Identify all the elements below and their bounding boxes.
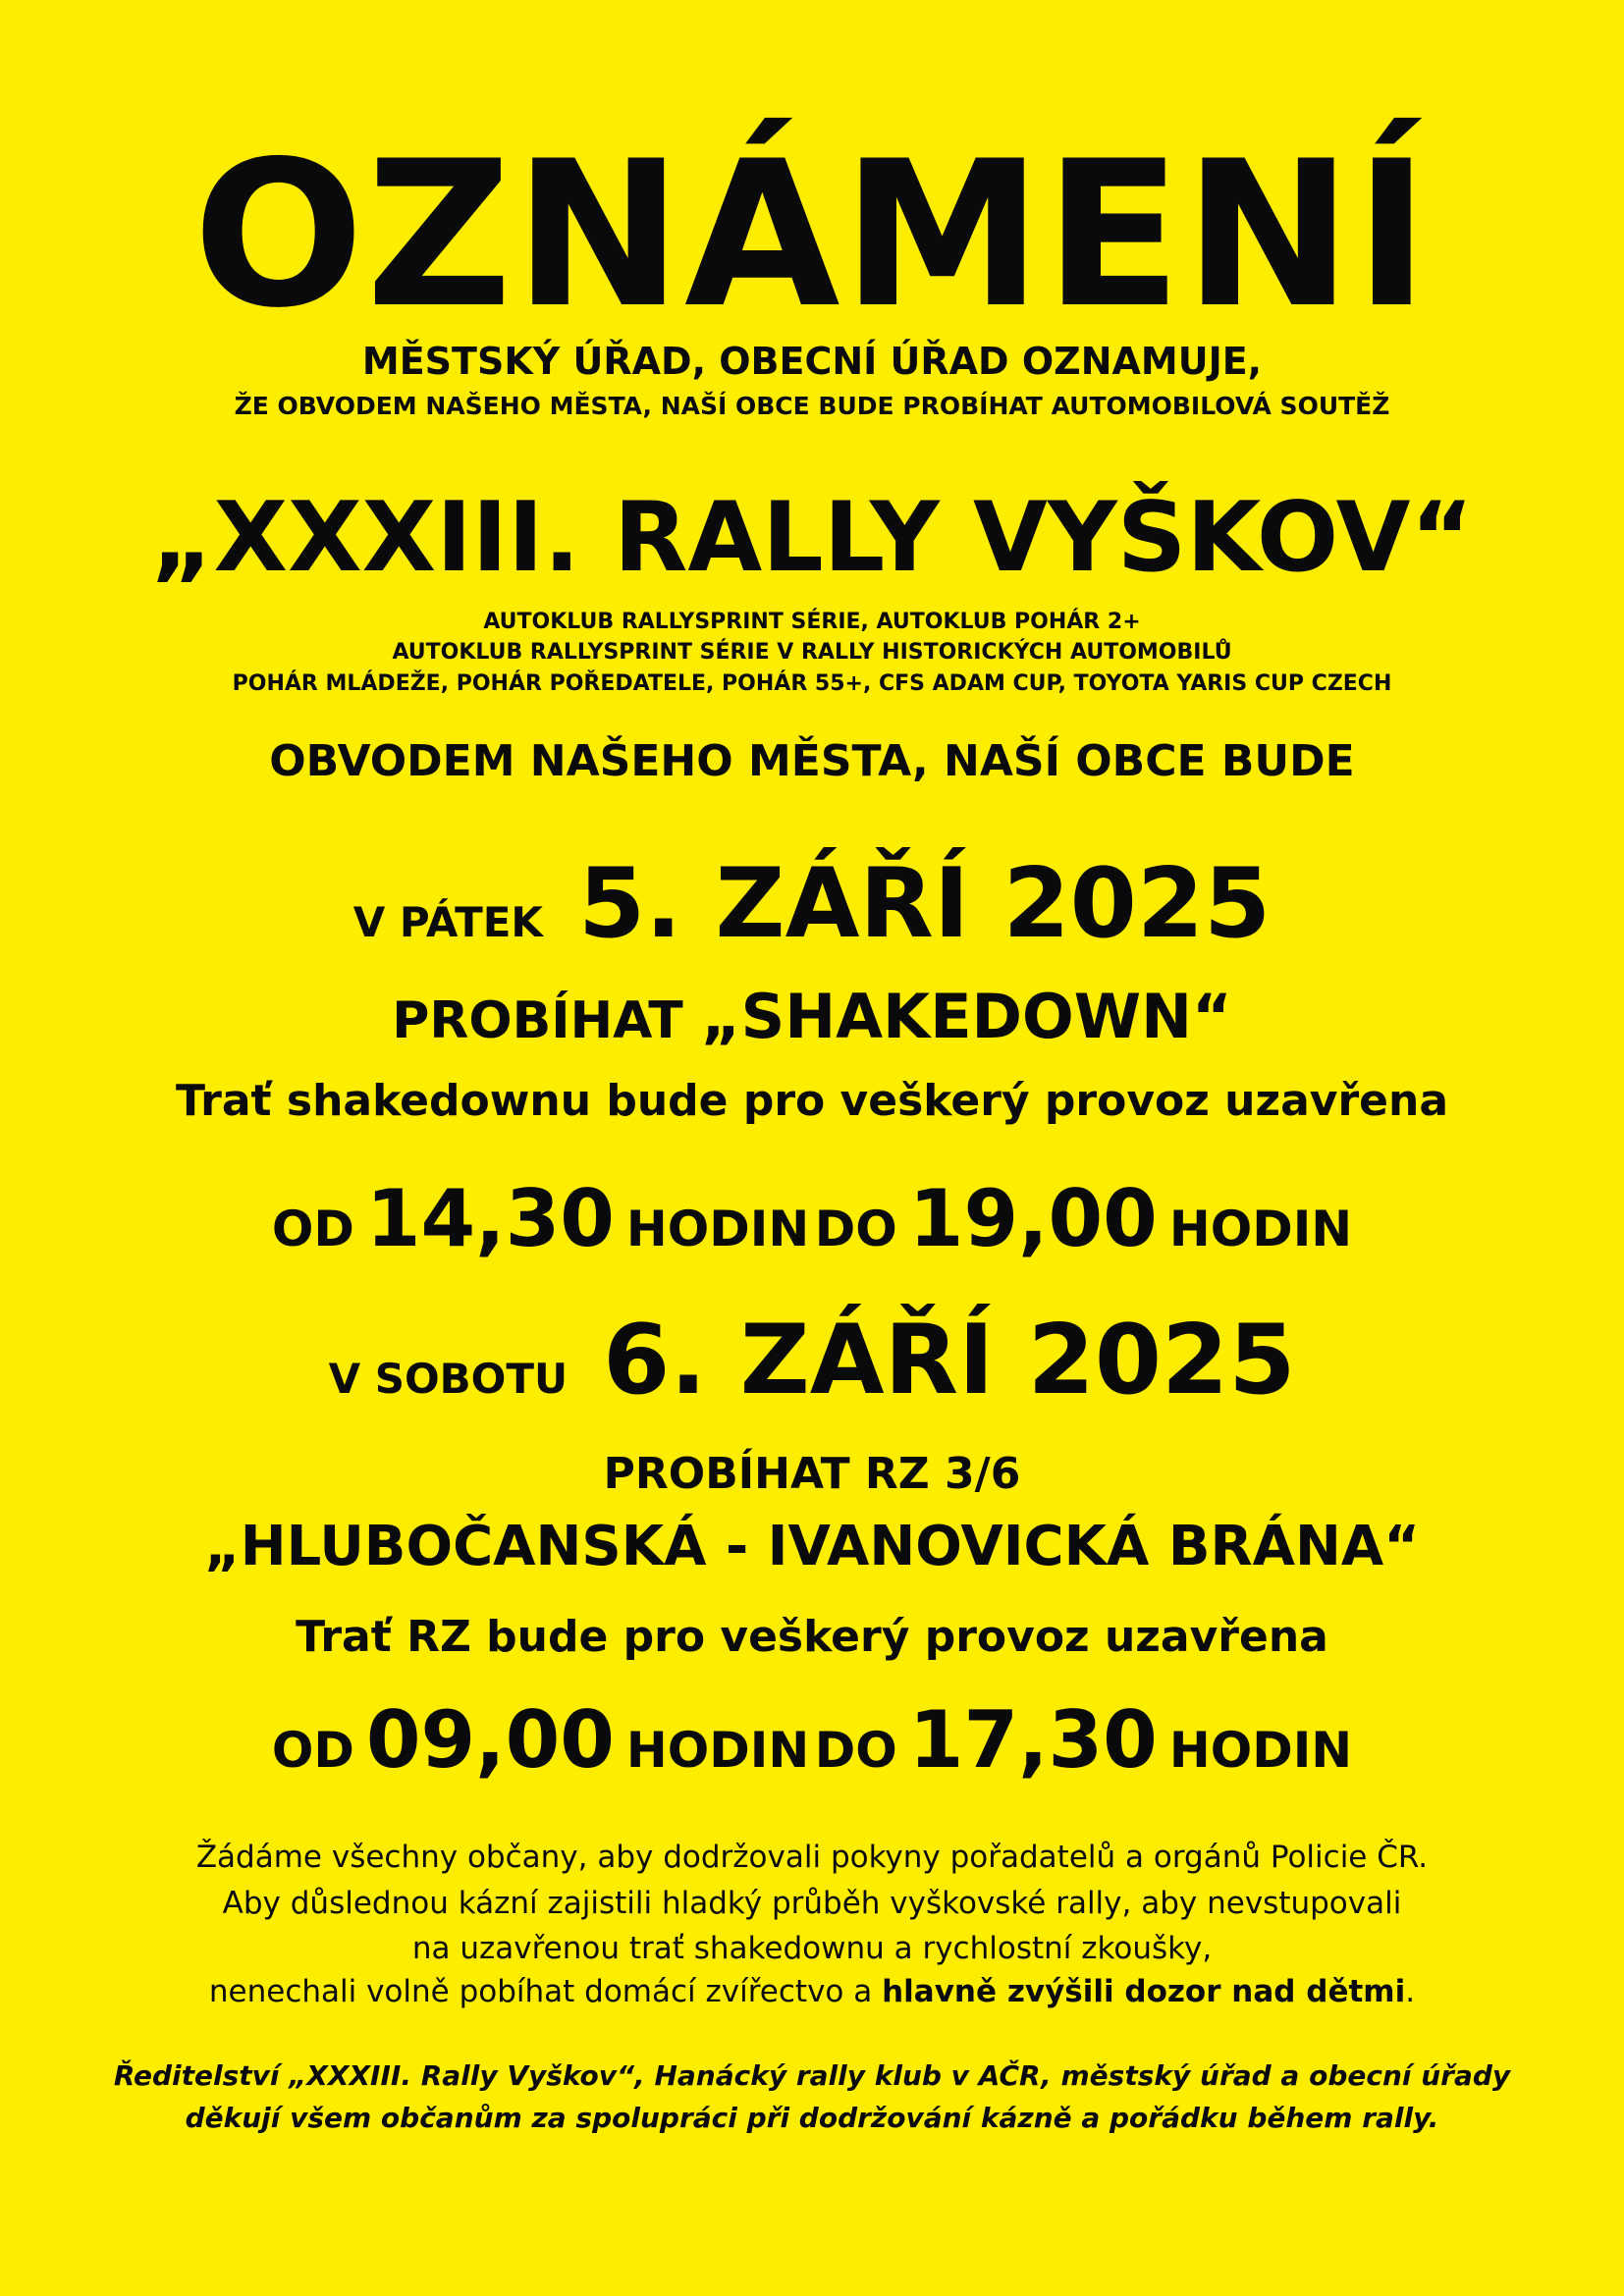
day1-closure: Trať shakedownu bude pro veškerý provoz uzavřena [175, 1076, 1449, 1126]
intro-line: OBVODEM NAŠEHO MĚSTA, NAŠÍ OBCE BUDE [269, 736, 1355, 786]
day2-label: V SOBOTU [328, 1355, 568, 1403]
day1-prob-label: PROBÍHAT [392, 991, 683, 1050]
day1-do: DO [814, 1201, 897, 1257]
day2-from-time: 09,00 [365, 1694, 615, 1786]
day2-stage-name: „HLUBOČANSKÁ - IVANOVICKÁ BRÁNA“ [203, 1515, 1421, 1578]
day2-prob-line: PROBÍHAT RZ 3/6 [603, 1449, 1021, 1499]
footer-line-2: děkují všem občanům za spolupráci při dodržování kázně a pořádku během rally. [185, 2102, 1439, 2134]
day1-label: V PÁTEK [352, 898, 543, 946]
announcement-line: ŽE OBVODEM NAŠEHO MĚSTA, NAŠÍ OBCE BUDE PROBÍHAT AUTOMOBILOVÁ SOUTĚŽ [234, 392, 1390, 420]
notice-emphasis: hlavně zvýšili dozor nad dětmi [882, 1974, 1406, 2009]
day1-date-line [0, 850, 1624, 986]
series-line-2: AUTOKLUB RALLYSPRINT SÉRIE V RALLY HISTORICKÝCH AUTOMOBILŮ [392, 640, 1232, 665]
day2-od: OD [271, 1722, 354, 1779]
notice-line-4-end: . [1405, 1974, 1416, 2009]
poster-title: OZNÁMENÍ [192, 119, 1432, 352]
footer-line-1: Ředitelství „XXXIII. Rally Vyškov“, Hanácký rally klub v AČR, městský úřad a obecní úřady [113, 2059, 1511, 2092]
day2-to-time: 17,30 [908, 1694, 1158, 1786]
day1-od: OD [271, 1201, 354, 1257]
day1-stage-line [0, 981, 1624, 1052]
day2-do: DO [814, 1722, 897, 1779]
day1-hodin-2: HODIN [1168, 1201, 1353, 1257]
notice-line-3: na uzavřenou trať shakedownu a rychlostní zkoušky, [411, 1931, 1213, 1966]
notice-line-2: Aby důslednou kázní zajistili hladký průběh vyškovské rally, aby nevstupovali [222, 1886, 1402, 1921]
notice-line-1: Žádáme všechny občany, aby dodržovali pokyny pořadatelů a orgánů Policie ČR. [195, 1840, 1429, 1875]
day2-time-line [0, 1693, 1624, 1809]
series-line-3: POHÁR MLÁDEŽE, POHÁR POŘEDATELE, POHÁR 55+, CFS ADAM CUP, TOYOTA YARIS CUP CZECH [232, 671, 1392, 696]
day1-to-time: 19,00 [908, 1173, 1158, 1264]
day1-time-line [0, 1172, 1624, 1288]
day1-from-time: 14,30 [365, 1173, 615, 1264]
day2-closure: Trať RZ bude pro veškerý provoz uzavřena [296, 1612, 1328, 1662]
notice-line-4 [0, 1973, 1624, 2010]
day2-hodin-1: HODIN [625, 1722, 810, 1779]
day2-date: 6. ZÁŘÍ 2025 [603, 1305, 1296, 1416]
event-name: „XXXIII. RALLY VYŠKOV“ [150, 482, 1474, 594]
authority-line: MĚSTSKÝ ÚŘAD, OBECNÍ ÚŘAD OZNAMUJE, [361, 340, 1263, 383]
series-line-1: AUTOKLUB RALLYSPRINT SÉRIE, AUTOKLUB POHÁR 2+ [483, 610, 1141, 634]
day1-stage-name: „SHAKEDOWN“ [700, 981, 1232, 1052]
notice-line-4-start: nenechali volně pobíhat domácí zvířectvo a [208, 1974, 883, 2009]
day1-hodin-1: HODIN [625, 1201, 810, 1257]
day2-hodin-2: HODIN [1168, 1722, 1353, 1779]
day2-date-line [0, 1307, 1624, 1442]
day1-date: 5. ZÁŘÍ 2025 [577, 848, 1272, 960]
